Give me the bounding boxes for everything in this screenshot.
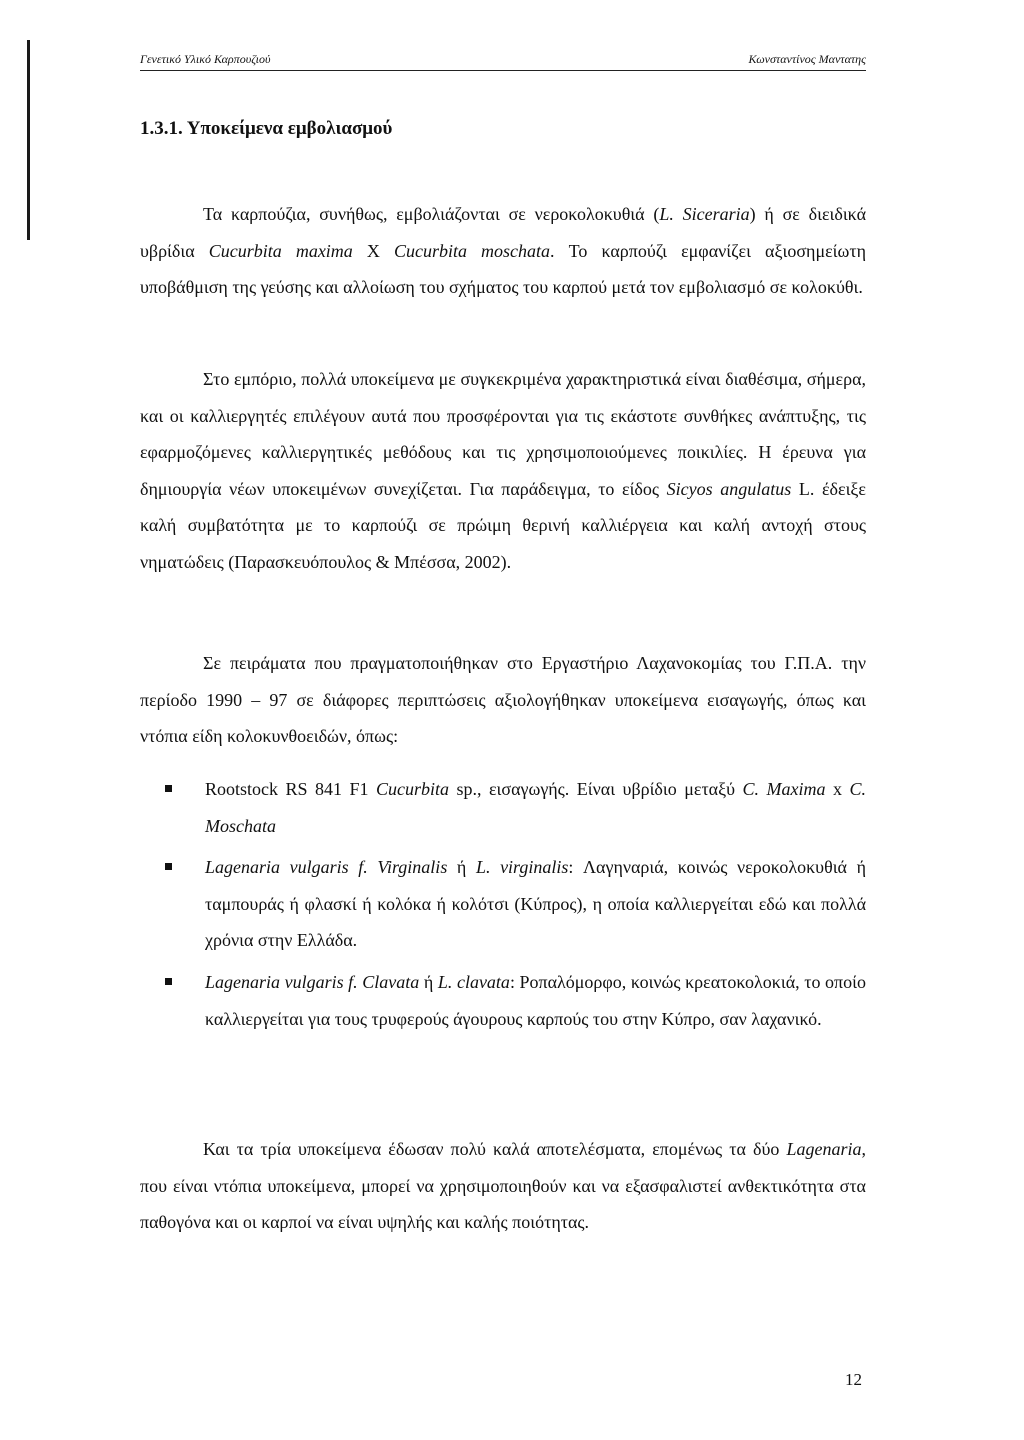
p4-genus: Lagenaria (786, 1139, 862, 1159)
paragraph-2 (140, 361, 866, 581)
b3-text-1: ή (419, 972, 438, 992)
p2-text-2: L. έδειξε καλή συμβατότητα με το καρπούζι σε πρώιμη θερινή καλλιέργεια και καλή αντοχή στους νηματώδεις (Παρασκευόπουλος & Μπέσσα, 2002). (140, 478, 866, 572)
b2-species-1: Lagenaria vulgaris f. Virginalis (205, 857, 448, 877)
page-edge-line (27, 40, 30, 240)
p4-text-1: Και τα τρία υποκείμενα έδωσαν πολύ καλά αποτελέσματα, επομένως τα δύο (203, 1139, 787, 1159)
p1-species-2: Cucurbita maxima (208, 240, 353, 261)
section-heading: 1.3.1. Υποκείμενα εμβολιασμού (140, 118, 393, 139)
b1-species-2: C. Moschata (205, 779, 867, 836)
p1-species-1: L. Siceraria (659, 204, 750, 224)
b1-genus: Cucurbita (375, 779, 449, 799)
p2-text-1: Στο εμπόριο, πολλά υποκείμενα με συγκεκριμένα χαρακτηριστικά είναι διαθέσιμα, σήμερα, και οι καλλιεργητές επιλέγουν αυτά που προσφέρονται για τις εκάστοτε συνθήκες ανάπτυξης, τις εφαρμοζόμενες καλλιεργητικές μεθόδους και τις χρησιμοποιούμενες ποικιλίες. Η έρευνα για δημιουργία νέων υποκειμένων συνεχίζεται. Για παράδειγμα, το είδος (140, 369, 866, 499)
b1-text-1: Rootstock RS 841 F1 (205, 779, 376, 799)
page-number: 12 (845, 1370, 862, 1389)
bullet-square-icon (165, 863, 172, 870)
p1-text-1: Τα καρπούζια, συνήθως, εμβολιάζονται σε νεροκολοκυθιά ( (203, 204, 660, 224)
header-left-title: Γενετικό Υλικό Καρπουζιού (140, 52, 271, 66)
header-author: Κωνσταντίνος Μαντατης (748, 52, 866, 66)
paragraph-3: Σε πειράματα που πραγματοποιήθηκαν στο Εργαστήριο Λαχανοκομίας του Γ.Π.Α. την περίοδο 1990 – 97 σε διάφορες περιπτώσεις αξιολογήθηκαν υποκείμενα εισαγωγής, όπως και ντόπια είδη κολοκυνθοειδών, όπως: (140, 653, 866, 747)
b3-species-2: L. clavata (437, 972, 510, 992)
bullet-square-icon (165, 978, 172, 985)
bullet-item-2 (140, 849, 866, 959)
paragraph-1 (140, 196, 866, 306)
b2-text-2: : Λαγηναριά, κοινώς νεροκολοκυθιά ή ταμπουράς ή φλασκί ή κολόκα ή κολότσι (Κύπρος), η οποία καλλιεργείται εδώ και πολλά χρόνια στην Ελλάδα. (205, 857, 866, 951)
b3-species-1: Lagenaria vulgaris f. Clavata (205, 972, 420, 992)
b3-text-2: : Ροπαλόμορφο, κοινώς κρεατοκολοκιά, το οποίο καλλιεργείται για τους τρυφερούς άγουρους καρπούς του στην Κύπρο, σαν λαχανικό. (205, 972, 866, 1029)
p1-text-2: ) ή σε διειδικά υβρίδια (140, 204, 867, 261)
bullet-square-icon (165, 785, 172, 792)
bullet-item-3 (140, 964, 866, 1037)
running-header (140, 52, 866, 71)
b1-text-2: sp., εισαγωγής. Είναι υβρίδιο μεταξύ (449, 779, 743, 799)
p1-species-3: Cucurbita moschata (393, 240, 551, 261)
b2-species-2: L. virginalis (475, 857, 569, 877)
p2-species: Sicyos angulatus (666, 478, 792, 499)
bullet-item-1 (140, 771, 866, 844)
p1-text-3: X (352, 240, 394, 261)
b1-species-1: C. Maxima (742, 779, 826, 799)
b2-text-1: ή (447, 857, 476, 877)
p4-text-2: , που είναι ντόπια υποκείμενα, μπορεί να χρησιμοποιηθούν και να εξασφαλιστεί ανθεκτικότητα στα παθογόνα και οι καρποί να είναι υψηλής και καλής ποιότητας. (140, 1139, 866, 1233)
p1-text-4: . Το καρπούζι εμφανίζει αξιοσημείωτη υποβάθμιση της γεύσης και αλλοίωση του σχήματος του καρπού μετά τον εμβολιασμό σε κολοκύθι. (140, 240, 866, 298)
paragraph-4 (140, 1131, 866, 1241)
b1-text-3: x (825, 779, 850, 799)
